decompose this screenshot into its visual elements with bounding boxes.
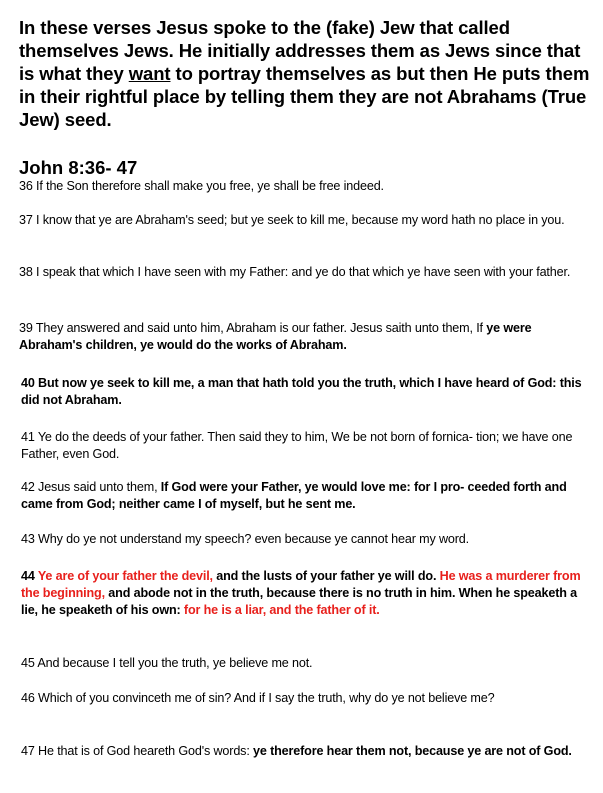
verse-44-highlight-liar: for he is a liar, and the father of it. [183,603,380,617]
intro-text-end: to portray themselves as but then He puts them in their rightful place by telling them they are not Abrahams (True Jew) seed. [19,63,590,130]
intro-text-start: In these verses Jesus spoke to the (fake) Jew that called themselves Jews. He initially addresses them as Jews since that is what they [19,17,581,84]
verse-42-bold-text: If God were your Father, ye would love me: for I pro- ceeded forth and came from God; neither came I of myself, but he sent me. [21,480,567,511]
verse-44-text-lusts: and the lusts of your father ye will do. [212,569,440,583]
verse-46: 46 Which of you convinceth me of sin? And if I say the truth, why do ye not believe me? [21,691,495,705]
verse-37: 37 I know that ye are Abraham's seed; but ye seek to kill me, because my word hath no place in you. [19,213,565,227]
verse-44-highlight-devil: Ye are of your father the devil, [37,569,213,583]
verse-40: 40 But now ye seek to kill me, a man that hath told you the truth, which I have heard of God: this did not Abraham. [21,376,582,407]
verse-44-highlight-murderer: He was a murderer from the beginning, [21,569,581,600]
verse-42-text: 42 Jesus said unto them, [21,480,161,494]
verse-38: 38 I speak that which I have seen with my Father: and ye do that which ye have seen with your father. [19,265,571,279]
verse-39-bold-text: ye were Abraham's children, ye would do the works of Abraham. [19,321,532,352]
verse-39-text: 39 They answered and said unto him, Abraham is our father. Jesus saith unto them, If [19,321,487,335]
verse-43: 43 Why do ye not understand my speech? even because ye cannot hear my word. [21,532,469,546]
verse-42 [21,479,596,513]
verse-39 [19,320,594,354]
verse-36: 36 If the Son therefore shall make you free, ye shall be free indeed. [19,179,384,193]
verse-47 [21,743,596,760]
verse-44-number: 44 [21,569,38,583]
verse-47-bold-text: ye therefore hear them not, because ye are not of God. [253,744,572,758]
verse-41: 41 Ye do the deeds of your father. Then said they to him, We be not born of fornica- tion; we have one Father, even God. [21,430,573,461]
verse-44 [21,568,596,619]
intro-paragraph [19,16,599,131]
verse-44-text-truth: and abode not in the truth, because there is no truth in him. When he speaketh a lie, he speaketh of his own: [21,586,578,617]
scripture-reference: John 8:36- 47 [19,157,138,178]
verse-45: 45 And because I tell you the truth, ye believe me not. [21,656,313,670]
verse-47-text: 47 He that is of God heareth God's words: [21,744,254,758]
intro-emphasis-word: want [128,63,171,84]
